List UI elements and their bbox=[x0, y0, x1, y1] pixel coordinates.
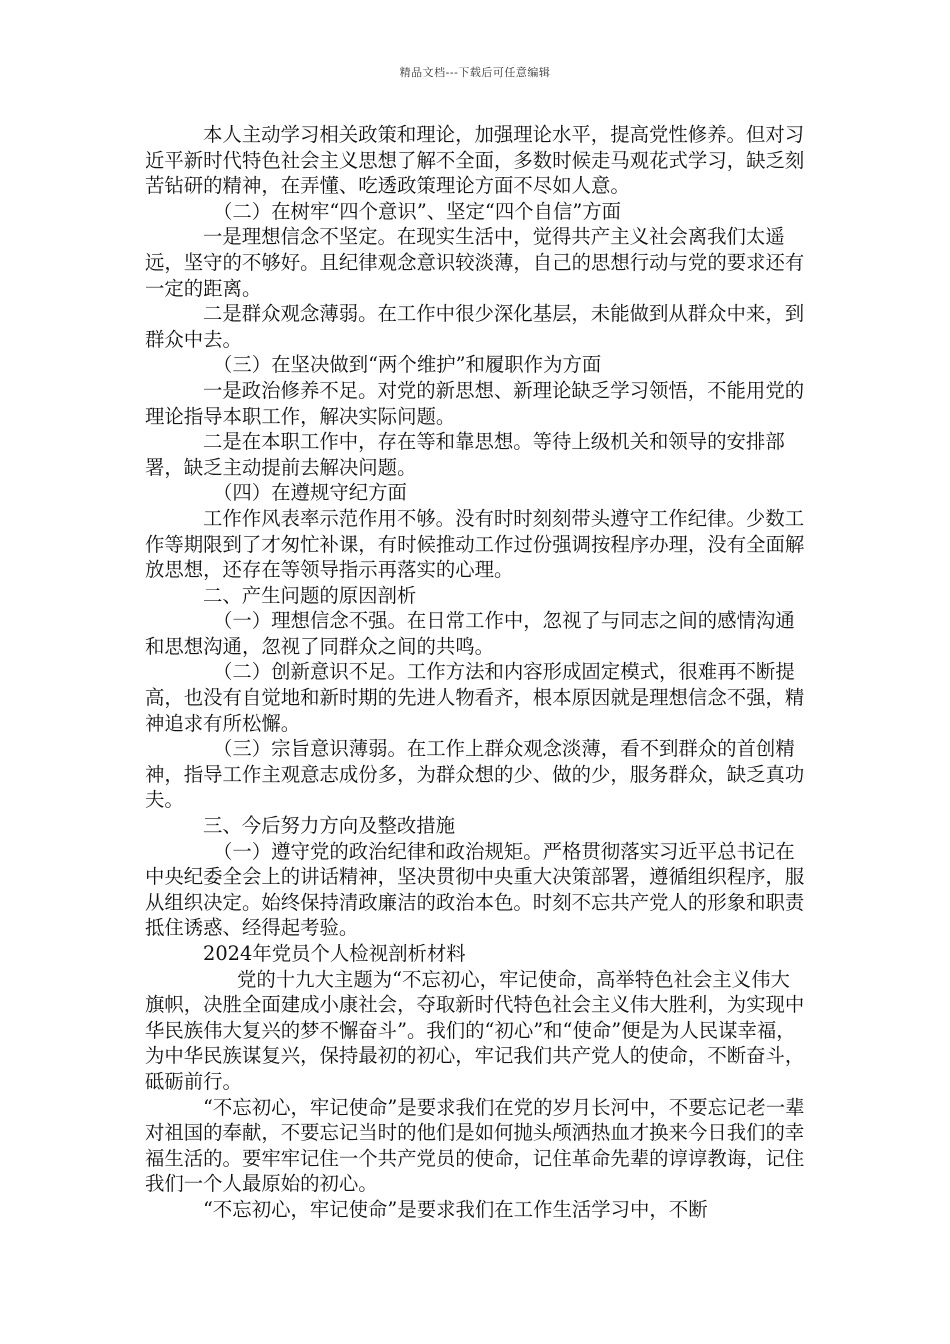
document-body bbox=[145, 122, 809, 1223]
body-paragraph: （三）宗旨意识薄弱。在工作上群众观念淡薄，看不到群众的首创精神，指导工作主观意志成份多，为群众想的少、做的少，服务群众，缺乏真功夫。 bbox=[145, 737, 805, 812]
body-paragraph: 工作作风表率示范作用不够。没有时时刻刻带头遵守工作纪律。少数工作等期限到了才匆忙补课，有时候推动工作过份强调按程序办理，没有全面解放思想，还存在等领导指示再落实的心理。 bbox=[145, 506, 805, 582]
section-subheading: （四）在遵规守纪方面 bbox=[213, 481, 407, 505]
body-paragraph: （二）创新意识不足。工作方法和内容形成固定模式，很难再不断提高，也没有自觉地和新时期的先进人物看齐，根本原因就是理想信念不强，精神追求有所松懈。 bbox=[145, 660, 805, 735]
body-paragraph: “不忘初心，牢记使命”是要求我们在工作生活学习中，不断 bbox=[203, 1197, 708, 1221]
body-paragraph: 本人主动学习相关政策和理论，加强理论水平，提高党性修养。但对习近平新时代特色社会主义思想了解不全面，多数时候走马观花式学习，缺乏刻苦钻研的精神，在弄懂、吃透政策理论方面不尽如人意。 bbox=[145, 123, 805, 198]
body-paragraph: （一）理想信念不强。在日常工作中，忽视了与同志之间的感情沟通和思想沟通，忽视了同群众之间的共鸣。 bbox=[145, 609, 795, 658]
body-paragraph: “不忘初心，牢记使命”是要求我们在党的岁月长河中，不要忘记老一辈对祖国的奉献，不要忘记当时的他们是如何抛头颅洒热血才换来今日我们的幸福生活的。要牢牢记住一个共产党员的使命，记住革命先辈的谆谆教诲，记住我们一个人最原始的初心。 bbox=[145, 1095, 805, 1196]
section-heading: 三、今后努力方向及整改措施 bbox=[203, 814, 456, 838]
section-heading: 二、产生问题的原因剖析 bbox=[203, 583, 417, 607]
section-subheading: （三）在坚决做到“两个维护”和履职作为方面 bbox=[213, 353, 602, 377]
body-paragraph: 党的十九大主题为“不忘初心，牢记使命，高举特色社会主义伟大旗帜，决胜全面建成小康社会，夺取新时代特色社会主义伟大胜利，为实现中华民族伟大复兴的梦不懈奋斗”。我们的“初心”和“使命”便是为人民谋幸福，为中华民族谋复兴，保持最初的初心，牢记我们共产党人的使命，不断奋斗，砥砺前行。 bbox=[145, 967, 805, 1093]
body-paragraph: 一是政治修养不足。对党的新思想、新理论缺乏学习领悟，不能用党的理论指导本职工作，解决实际问题。 bbox=[145, 378, 805, 428]
body-paragraph: 二是群众观念薄弱。在工作中很少深化基层，未能做到从群众中来，到群众中去。 bbox=[145, 302, 805, 351]
document-title: 2024年党员个人检视剖析材料 bbox=[203, 942, 466, 965]
body-paragraph: （一）遵守党的政治纪律和政治规矩。严格贯彻落实习近平总书记在中央纪委全会上的讲话精神，坚决贯彻中央重大决策部署，遵循组织程序，服从组织决定。始终保持清政廉洁的政治本色。时刻不忘共产党人的形象和职责抵住诱惑、经得起考验。 bbox=[145, 839, 805, 940]
body-paragraph: 二是在本职工作中，存在等和靠思想。等待上级机关和领导的安排部署，缺乏主动提前去解决问题。 bbox=[145, 430, 785, 479]
body-paragraph: 一是理想信念不坚定。在现实生活中，觉得共产主义社会离我们太遥远，坚守的不够好。且纪律观念意识较淡薄，自己的思想行动与党的要求还有一定的距离。 bbox=[145, 225, 805, 300]
section-subheading: （二）在树牢“四个意识”、坚定“四个自信”方面 bbox=[213, 199, 622, 223]
page-header: 精品文档---下载后可任意编辑 bbox=[399, 66, 551, 79]
